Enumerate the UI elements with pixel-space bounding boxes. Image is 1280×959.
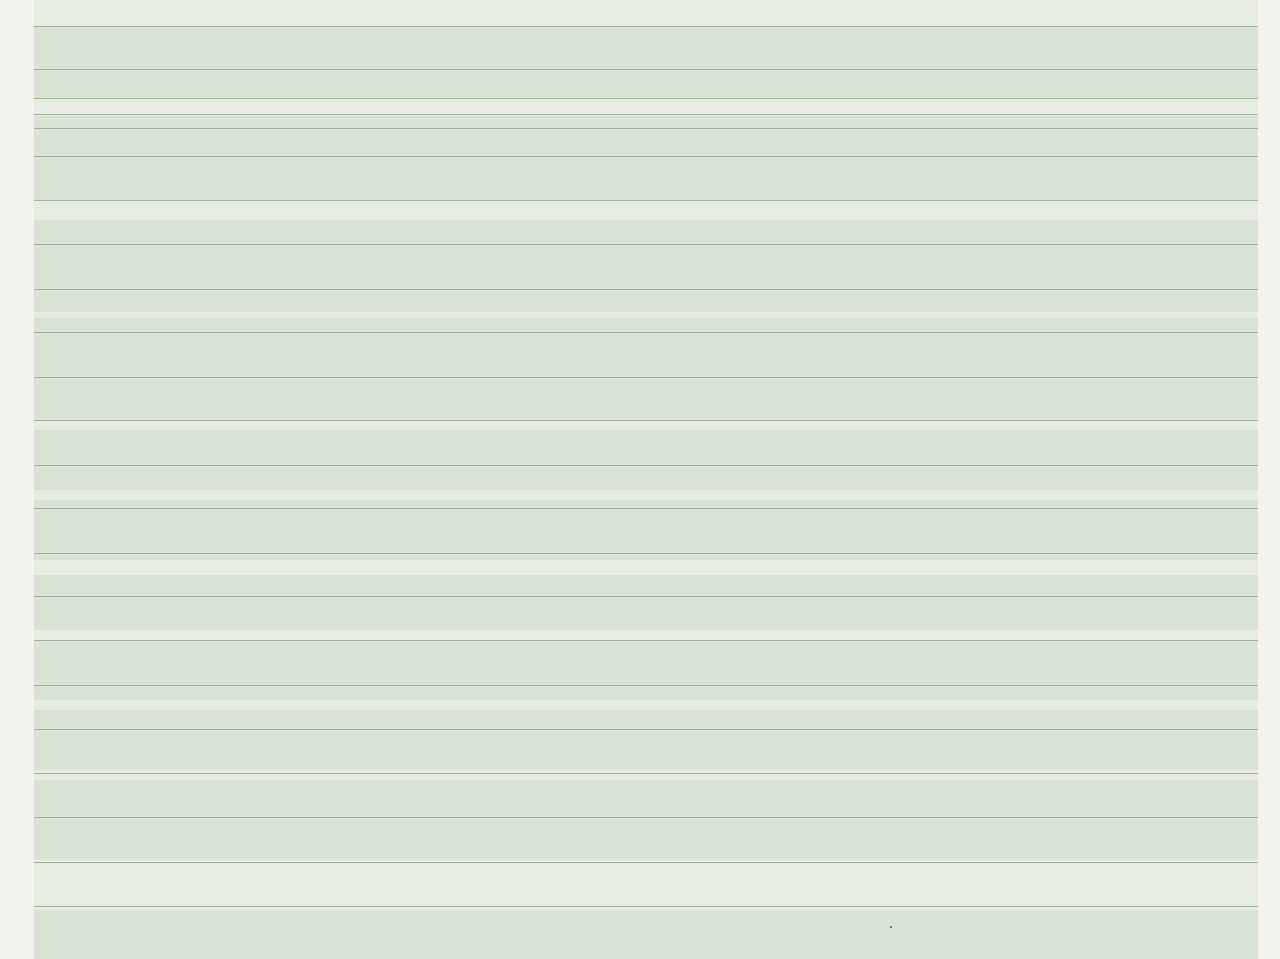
greenbar-rule [34, 26, 1258, 27]
greenbar-rule [34, 465, 1258, 466]
greenbar-white-band [34, 200, 1258, 220]
greenbar-rule [34, 817, 1258, 818]
greenbar-white-band [34, 700, 1258, 710]
greenbar-rule [34, 98, 1258, 99]
greenbar-rule [34, 114, 1258, 115]
greenbar-rule [34, 685, 1258, 686]
greenbar-white-band [34, 420, 1258, 430]
greenbar-rule [34, 69, 1258, 70]
greenbar-rule [34, 200, 1258, 201]
greenbar-white-band [34, 860, 1258, 910]
greenbar-rule [34, 596, 1258, 597]
greenbar-white-band [34, 312, 1258, 318]
greenbar-rule [34, 553, 1258, 554]
greenbar-rule [34, 244, 1258, 245]
greenbar-rule [34, 508, 1258, 509]
greenbar-rule [34, 128, 1258, 129]
printout-sheet [34, 0, 1258, 959]
greenbar-rule [34, 420, 1258, 421]
greenbar-rule [34, 332, 1258, 333]
speck [890, 926, 892, 928]
greenbar-rule [34, 729, 1258, 730]
greenbar-rule [34, 862, 1258, 863]
greenbar-white-band [34, 560, 1258, 575]
tractor-feed-right [1258, 0, 1280, 959]
greenbar-white-band [34, 770, 1258, 780]
greenbar-rule [34, 377, 1258, 378]
greenbar-white-band [34, 630, 1258, 640]
greenbar-white-band [34, 490, 1258, 500]
greenbar-rule [34, 906, 1258, 907]
greenbar-rule [34, 289, 1258, 290]
greenbar-rule [34, 640, 1258, 641]
tractor-feed-left [0, 0, 34, 959]
greenbar-rule [34, 773, 1258, 774]
greenbar-white-band [34, 0, 1258, 26]
greenbar-bands [34, 0, 1258, 959]
greenbar-rule [34, 156, 1258, 157]
